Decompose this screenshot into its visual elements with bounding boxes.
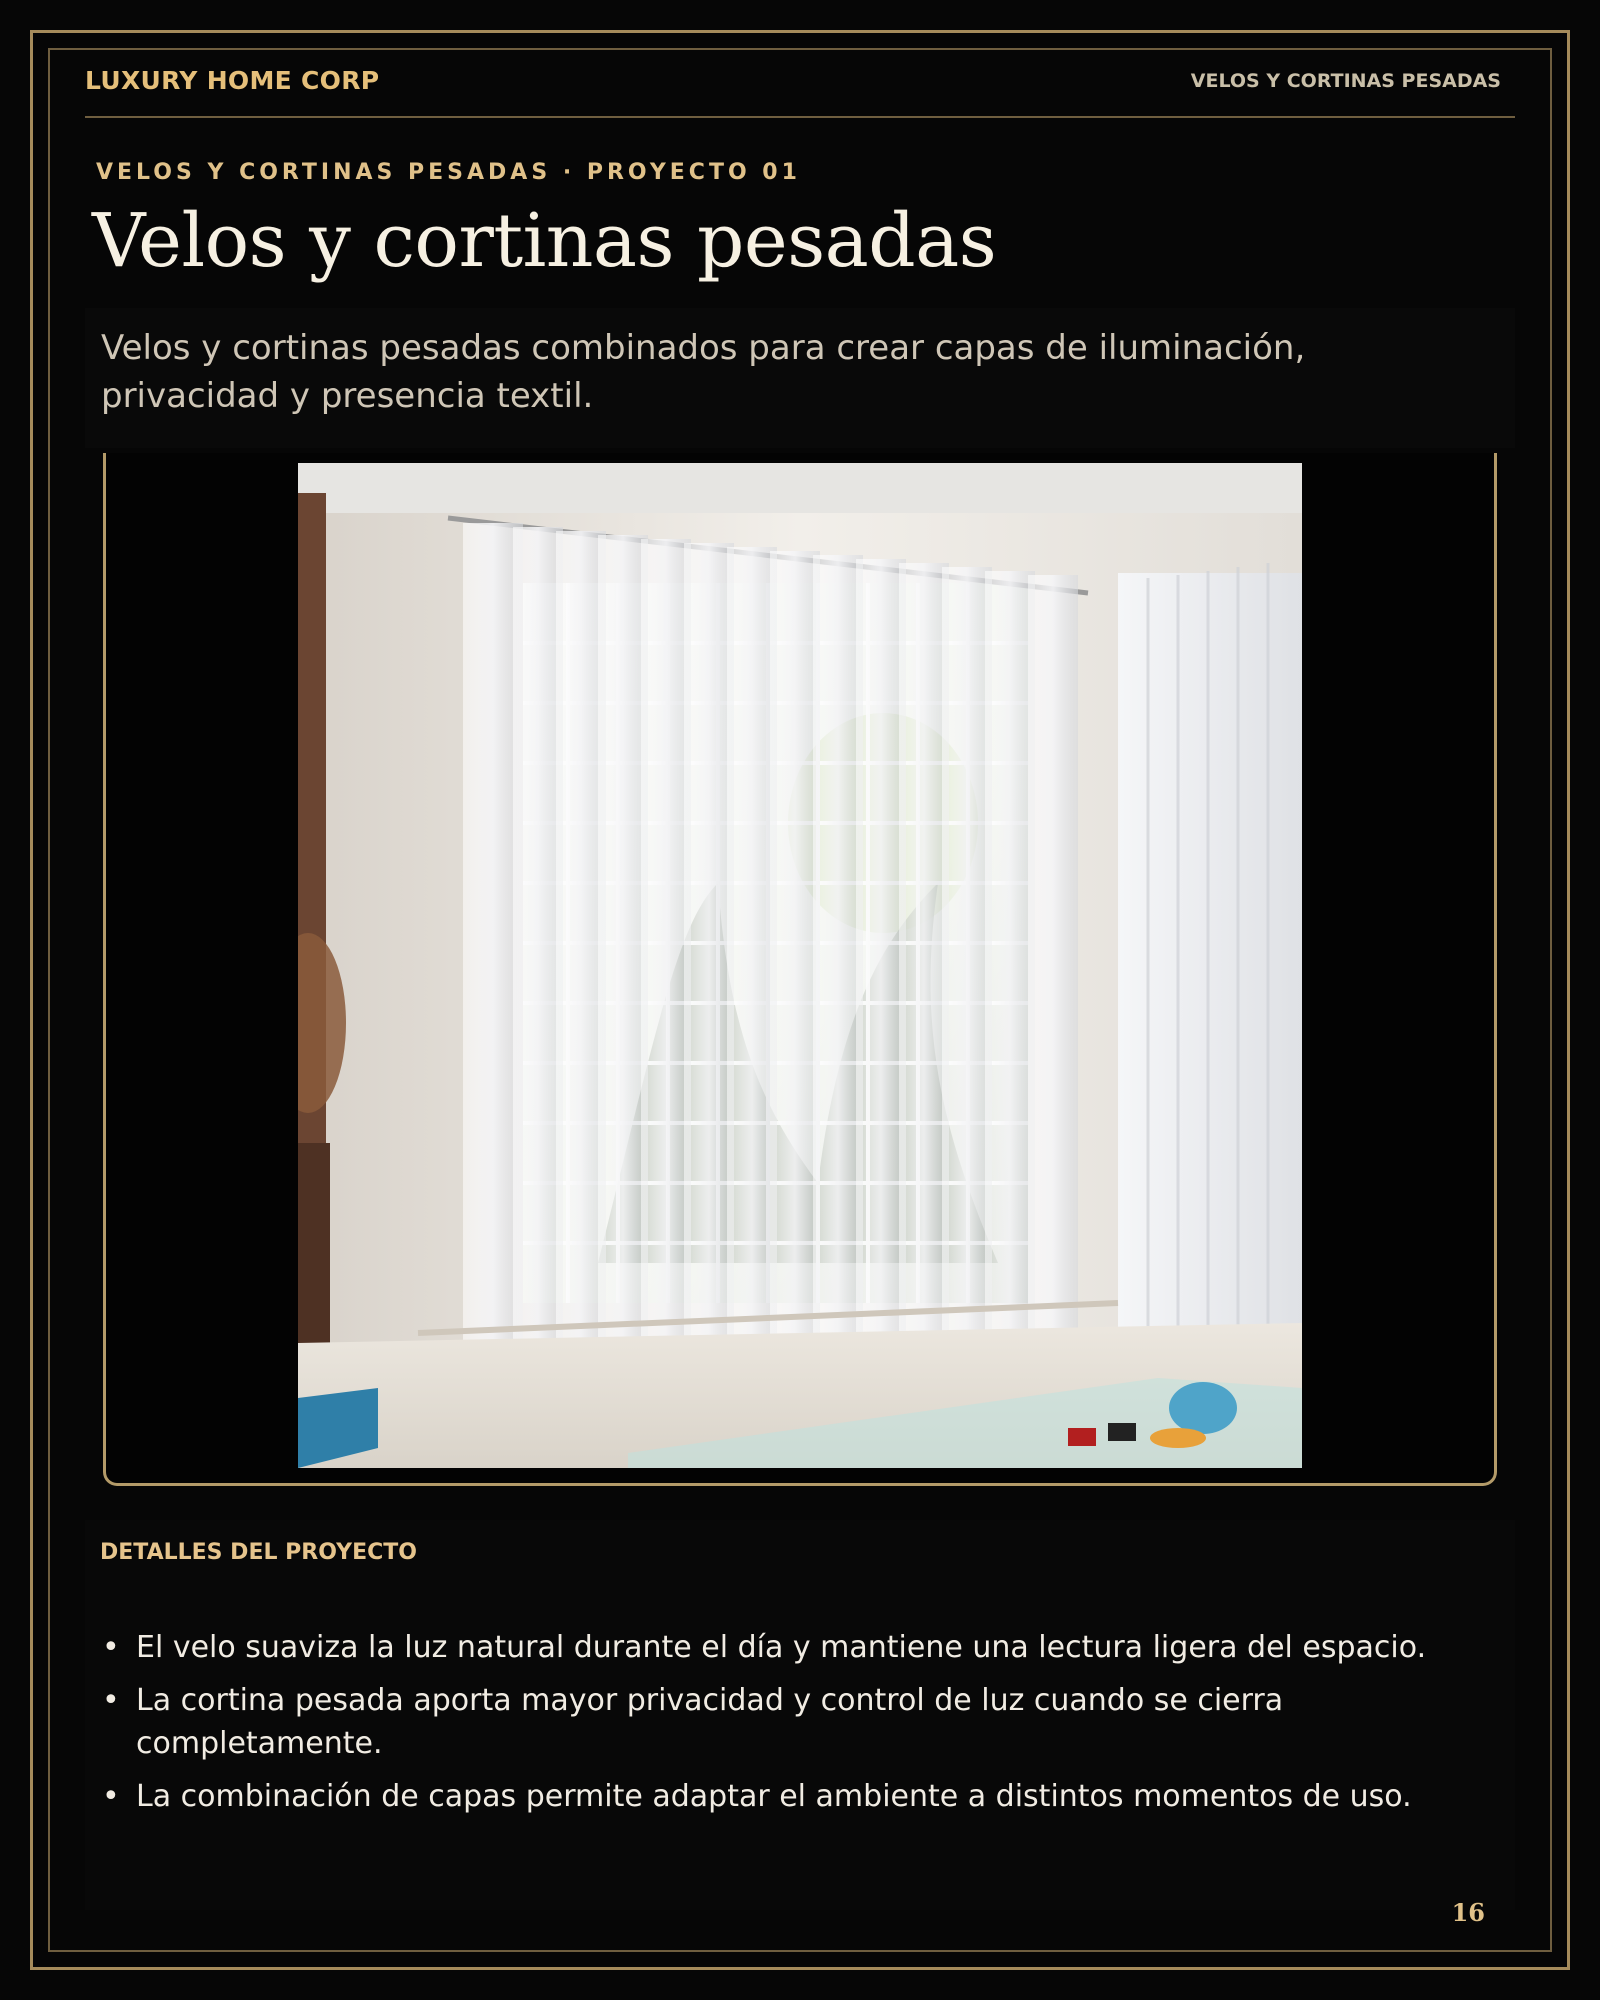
bullet-icon: • [102,1630,120,1665]
list-item-text: La combinación de capas permite adaptar el ambiente a distintos momentos de uso. [136,1779,1412,1814]
list-item [100,1679,1460,1765]
subtitle-box [85,308,1515,448]
list-item [100,1626,1460,1669]
bullet-icon: • [102,1683,120,1718]
list-item-text: El velo suaviza la luz natural durante el día y mantiene una lectura ligera del espacio. [136,1630,1427,1665]
page-title: Velos y cortinas pesadas [92,198,997,284]
page-subtitle: Velos y cortinas pesadas combinados para crear capas de iluminación, privacidad y presencia textil. [101,328,1306,416]
curtains-photo-illustration [298,463,1302,1468]
project-details [85,1520,1515,1910]
list-item [100,1775,1460,1818]
header-section-title: VELOS Y CORTINAS PESADAS [1190,70,1501,92]
project-eyebrow: VELOS Y CORTINAS PESADAS · PROYECTO 01 [96,160,801,185]
page-number: 16 [1451,1898,1485,1927]
page-header [85,62,1515,118]
details-list [100,1626,1460,1828]
project-photo [298,463,1302,1468]
brand-name: LUXURY HOME CORP [85,66,380,95]
details-heading: DETALLES DEL PROYECTO [100,1540,417,1565]
bullet-icon: • [102,1779,120,1814]
list-item-text: La cortina pesada aporta mayor privacidad y control de luz cuando se cierra completamente. [136,1683,1284,1761]
